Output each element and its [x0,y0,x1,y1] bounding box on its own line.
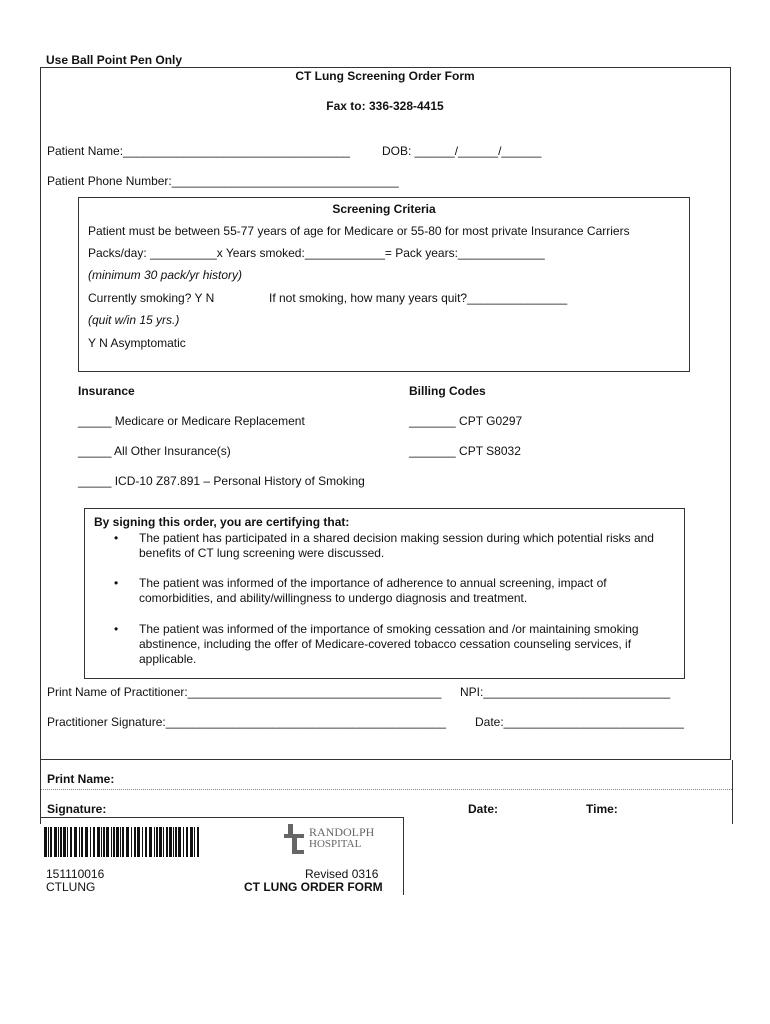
logo-text-randolph: RANDOLPH [309,825,375,839]
dob-field[interactable]: DOB: ______/______/______ [382,144,542,158]
office-time[interactable]: Time: [586,802,618,816]
patient-phone-field[interactable]: Patient Phone Number:__________________________________ [47,174,399,188]
practitioner-date-field[interactable]: Date:___________________________ [475,715,684,729]
bullet: • [114,622,119,636]
insurance-medicare[interactable]: _____ Medicare or Medicare Replacement [78,414,305,428]
form-number: 151110016 [46,867,105,881]
insurance-other[interactable]: _____ All Other Insurance(s) [78,444,231,458]
billing-heading: Billing Codes [409,384,486,398]
practitioner-signature-field[interactable]: Practitioner Signature:__________________________________________ [47,715,447,729]
form-name: CT LUNG ORDER FORM [244,880,383,894]
office-print-name[interactable]: Print Name: [47,772,115,786]
packs-per-day-field[interactable]: Packs/day: __________x Years smoked:____________= Pack years:_____________ [88,246,545,260]
billing-cpt-g0297[interactable]: _______ CPT G0297 [409,414,523,428]
insurance-heading: Insurance [78,384,135,398]
revision-note: Revised 0316 [305,867,379,881]
office-date[interactable]: Date: [468,802,499,816]
randolph-hospital-logo [282,820,402,860]
form-code: CTLUNG [46,880,96,894]
quit-note: (quit w/in 15 yrs.) [88,313,180,327]
npi-field[interactable]: NPI:____________________________ [460,685,671,699]
age-requirement: Patient must be between 55-77 years of age for Medicare or 55-80 for most private Insurance Carriers [88,224,630,238]
office-use-section [40,760,733,824]
asymptomatic-option[interactable]: Y N Asymptomatic [88,336,186,350]
fax-number: Fax to: 336-328-4415 [326,99,444,113]
billing-cpt-s8032[interactable]: _______ CPT S8032 [409,444,521,458]
pen-note: Use Ball Point Pen Only [46,53,183,67]
bullet: • [114,531,119,545]
barcode [44,827,202,857]
practitioner-print-name-field[interactable]: Print Name of Practitioner:______________________________________ [47,685,442,699]
certification-point: • The patient has participated in a shared decision making session during which potential risks and benefits of CT lung screening were discussed. [114,531,654,560]
dotted-divider [41,789,732,790]
currently-smoking-question[interactable]: Currently smoking? Y N [88,291,215,305]
footer-vertical-divider [403,817,404,895]
minimum-pack-note: (minimum 30 pack/yr history) [88,268,243,282]
form-title: CT Lung Screening Order Form [295,69,475,83]
criteria-heading: Screening Criteria [332,202,436,216]
certification-point: • The patient was informed of the importance of smoking cessation and /or maintaining smoking abstinence, including the offer of Medicare-covered tobacco cessation counseling services, if applicable. [114,622,639,666]
years-quit-field[interactable]: If not smoking, how many years quit?_______________ [269,291,568,305]
office-signature[interactable]: Signature: [47,802,107,816]
certification-point: • The patient was informed of the importance of adherence to annual screening, impact of comorbidities, and ability/willingness to undergo diagnosis and treatment. [114,576,607,605]
certification-heading: By signing this order, you are certifying that: [94,515,350,529]
bullet: • [114,576,119,590]
patient-name-field[interactable]: Patient Name:__________________________________ [47,144,350,158]
insurance-icd10[interactable]: _____ ICD-10 Z87.891 – Personal History of Smoking [78,474,365,488]
logo-text-hospital: HOSPITAL [309,838,362,850]
footer-divider [40,817,404,818]
